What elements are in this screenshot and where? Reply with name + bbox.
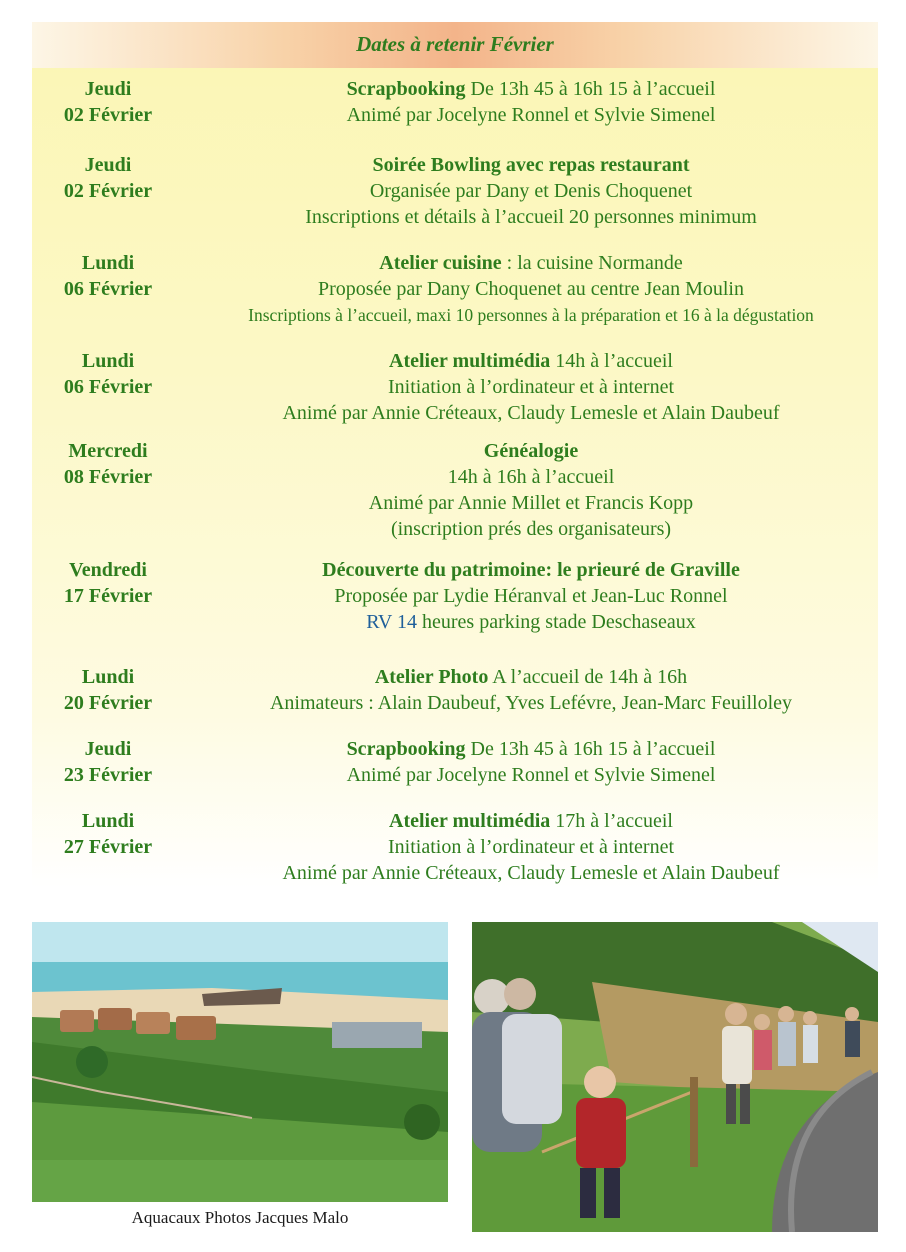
event-day: Lundi: [81, 666, 135, 688]
event-rv: RV 14: [366, 611, 418, 633]
event-date-value: 02 Février: [63, 180, 153, 202]
event-description: [184, 808, 878, 886]
event-title-detail: A l’accueil de 14h à 16h: [488, 666, 688, 688]
event-title-detail: De 13h 45 à 16h 15 à l’accueil: [465, 738, 716, 760]
event-description: [184, 664, 878, 716]
event-day: Lundi: [81, 252, 135, 274]
event-day: Mercredi: [68, 440, 148, 462]
event-date: [32, 348, 184, 400]
event-description: [184, 438, 878, 542]
event-line: (inscription prés des organisateurs): [390, 518, 672, 540]
event-title-detail: : la cuisine Normande: [501, 252, 683, 274]
event-title: Atelier cuisine: [379, 252, 502, 274]
event-date-value: 17 Février: [63, 585, 153, 607]
event-line: Animateurs : Alain Daubeuf, Yves Lefévre, Jean-Marc Feuilloley: [269, 692, 793, 714]
event-line: Animé par Jocelyne Ronnel et Sylvie Simenel: [346, 104, 716, 126]
event-description: [184, 736, 878, 788]
page-title: Dates à retenir Février: [356, 32, 554, 56]
coastal-landscape-photo: [32, 922, 448, 1202]
event-description: [184, 76, 878, 128]
event-title: Scrapbooking: [346, 738, 466, 760]
event-line: Proposée par Dany Choquenet au centre Jean Moulin: [318, 278, 744, 300]
event-line: Initiation à l’ordinateur et à internet: [388, 836, 674, 858]
event-line: Initiation à l’ordinateur et à internet: [388, 376, 674, 398]
event-day: Lundi: [81, 350, 135, 372]
event-day: Lundi: [81, 810, 135, 832]
event-date: [32, 76, 184, 128]
event-day: Jeudi: [84, 78, 132, 100]
event-date: [32, 664, 184, 716]
event-title: Soirée Bowling avec repas restaurant: [372, 154, 690, 176]
event-date: [32, 250, 184, 302]
event-line: Animé par Annie Millet et Francis Kopp: [368, 492, 694, 514]
event-day: Jeudi: [84, 154, 132, 176]
event-line: Animé par Annie Créteaux, Claudy Lemesle et Alain Daubeuf: [282, 862, 780, 884]
event-title: Atelier Photo: [374, 666, 489, 688]
event-date: [32, 808, 184, 860]
event-description: [184, 250, 878, 328]
event-day: Jeudi: [84, 738, 132, 760]
event-title-detail: 14h à l’accueil: [550, 350, 673, 372]
event-date-value: 20 Février: [63, 692, 153, 714]
event-date: [32, 736, 184, 788]
event-line: Organisée par Dany et Denis Choquenet: [369, 180, 693, 202]
event-description: [184, 557, 878, 635]
photo-caption: Aquacaux Photos Jacques Malo: [131, 1208, 349, 1227]
event-date-value: 06 Février: [63, 376, 153, 398]
event-date: [32, 557, 184, 609]
event-date-value: 06 Février: [63, 278, 153, 300]
header-banner: [32, 22, 878, 68]
event-title: Atelier multimédia: [389, 810, 551, 832]
event-rv-detail: heures parking stade Deschaseaux: [417, 611, 696, 633]
event-date-value: 23 Février: [63, 764, 153, 786]
event-title: Découverte du patrimoine: le prieuré de Graville: [322, 559, 740, 581]
event-title: Atelier multimédia: [389, 350, 551, 372]
event-title: Généalogie: [483, 440, 579, 462]
event-date-value: 02 Février: [63, 104, 153, 126]
event-line: Animé par Annie Créteaux, Claudy Lemesle et Alain Daubeuf: [282, 402, 780, 424]
event-title-detail: 17h à l’accueil: [550, 810, 673, 832]
event-date-value: 08 Février: [63, 466, 153, 488]
walking-group-photo: [472, 922, 878, 1232]
event-day: Vendredi: [69, 559, 147, 581]
event-line: Inscriptions et détails à l’accueil 20 personnes minimum: [305, 206, 757, 228]
event-date: [32, 152, 184, 204]
event-line: Animé par Jocelyne Ronnel et Sylvie Simenel: [346, 764, 716, 786]
event-line-small: Inscriptions à l’accueil, maxi 10 personnes à la préparation et 16 à la dégustation: [248, 305, 814, 325]
event-line: Proposée par Lydie Héranval et Jean-Luc Ronnel: [334, 585, 728, 607]
event-date: [32, 438, 184, 490]
event-description: [184, 152, 878, 230]
event-description: [184, 348, 878, 426]
event-title: Scrapbooking: [346, 78, 466, 100]
event-line: 14h à 16h à l’accueil: [447, 466, 615, 488]
event-date-value: 27 Février: [63, 836, 153, 858]
event-title-detail: De 13h 45 à 16h 15 à l’accueil: [465, 78, 716, 100]
